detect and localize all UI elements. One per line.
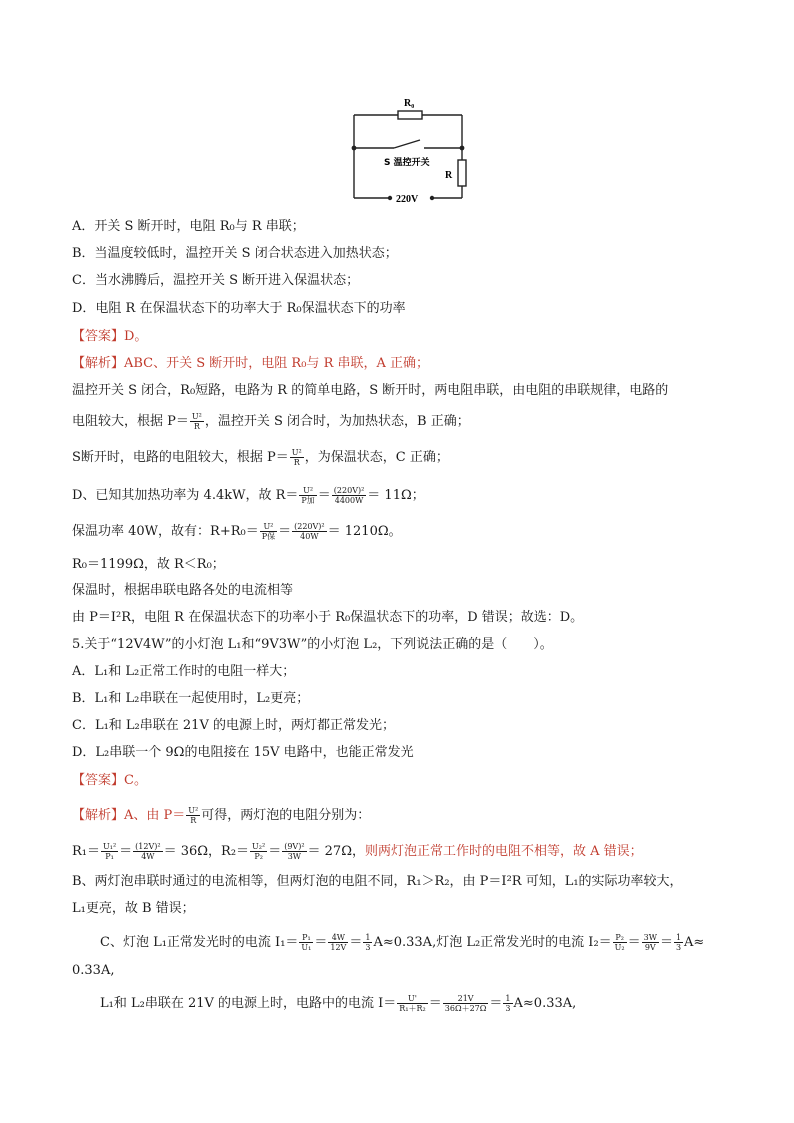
fraction: $\frac{4W}{12V}$: [330, 933, 347, 952]
fraction: $\frac{\text{U²}}{R}$: [291, 448, 302, 467]
q5-option-c: C．L₁和 L₂串联在 21V 的电源上时，两灯都正常发光；: [72, 718, 395, 733]
fraction: $\frac{\text{U₂²}}{\text{P₂}}$: [252, 842, 266, 861]
q4-analysis-line-9: 由 P＝I²R，电阻 R 在保温状态下的功率小于 R₀保温状态下的功率，D 错误；故选：D。: [72, 610, 584, 625]
fraction: $\frac{\text{P₂}}{\text{U₂}}$: [614, 933, 625, 952]
q5-stem: 5.关于“12V4W”的小灯泡 L₁和“9V3W”的小灯泡 L₂，下列说法正确的是（ ）。: [72, 637, 553, 652]
q4-option-d: D．电阻 R 在保温状态下的功率大于 R₀保温状态下的功率: [72, 301, 406, 316]
fraction: $\frac{1}{3}$: [505, 994, 511, 1013]
label-switch: S 温控开关: [384, 158, 430, 168]
q4-analysis-line-3: 电阻较大，根据 P＝ $\frac{\text{U²}}{R}$ ，温控开关 S 闭合时，为加热状态，B 正确；: [72, 412, 470, 431]
q4-analysis-line-1: 【解析】ABC、开关 S 断开时，电阻 R₀与 R 串联，A 正确；: [72, 356, 430, 371]
q4-option-c: C．当水沸腾后，温控开关 S 断开进入保温状态；: [72, 273, 360, 288]
label-r0: R₀: [404, 98, 415, 109]
q4-option-a: A．开关 S 断开时，电阻 R₀与 R 串联；: [72, 219, 305, 234]
q5-option-a: A．L₁和 L₂正常工作时的电阻一样大；: [72, 664, 296, 679]
circuit-diagram: [350, 90, 470, 208]
fraction: $\frac{\text{(12V)²}}{4W}$: [135, 842, 161, 861]
resistor-r: [458, 160, 466, 186]
fraction: $\frac{\text{(220V)²}}{40W}$: [294, 522, 325, 541]
q5-analysis-line-6: 0.33A,: [72, 963, 115, 978]
terminal-right: [430, 196, 434, 200]
fraction: $\frac{\text{U₁²}}{\text{P₁}}$: [103, 842, 117, 861]
q5-option-d: D．L₂串联一个 9Ω的电阻接在 15V 电路中，也能正常发光: [72, 745, 414, 760]
q5-analysis-line-2: R₁＝ $\frac{\text{U₁²}}{\text{P₁}}$ ＝ $\frac{\text{(12V)²}}{4W}$ ＝ 36Ω，R₂＝ $\frac{\text{U₂²}}{\text{P₂}}$ ＝ $\frac{\text{(9V)²}}{3W}$ ＝ 27Ω，则两灯泡正常工作时的电阻不相等，故 A 错误；: [72, 842, 643, 861]
terminal-left: [388, 196, 392, 200]
fraction: $\frac{\text{(220V)²}}{4400W}$: [333, 486, 365, 505]
resistor-r0: [398, 111, 422, 119]
fraction: $\frac{\text{U²}}{R}$: [188, 806, 199, 825]
q4-analysis-line-8: 保温时，根据串联电路各处的电流相等: [72, 583, 294, 598]
fraction: $\frac{\text{U²}}{R}$: [191, 412, 202, 431]
fraction: $\frac{\text{P₁}}{\text{U₁}}$: [301, 933, 312, 952]
junction-right: [460, 146, 465, 151]
q4-analysis-line-5: D、已知其加热功率为 4.4kW，故 R＝ $\frac{\text{U²}}{\text{P加}}$ ＝ $\frac{\text{(220V)²}}{4400W}$ ＝ 11Ω；: [72, 486, 425, 505]
q5-analysis-line-7: L₁和 L₂串联在 21V 的电源上时，电路中的电流 I＝ $\frac{U'}{\text{R₁＋R₂}}$ ＝ $\frac{21V}{36\Omega+27\Omega}$ ＝ $\frac{1}{3}$ A≈0.33A,: [100, 994, 577, 1013]
q5-option-b: B．L₁和 L₂串联在一起使用时，L₂更亮；: [72, 691, 310, 706]
q5-analysis-line-5: C、灯泡 L₁正常发光时的电流 I₁＝ $\frac{\text{P₁}}{\text{U₁}}$ ＝ $\frac{4W}{12V}$ ＝ $\frac{1}{3}$ A≈0.33A,灯泡 L₂正常发光时的电流 I₂＝ $\frac{\text{P₂}}{\text{U₂}}$ ＝ $\frac{3W}{9V}$ ＝ $\frac{1}{3}$ A≈: [100, 933, 705, 952]
fraction: $\frac{\text{U²}}{\text{P加}}$: [301, 486, 315, 505]
fraction: $\frac{1}{3}$: [675, 933, 682, 952]
fraction: $\frac{1}{3}$: [365, 933, 371, 952]
q4-analysis-line-2: 温控开关 S 闭合，R₀短路，电路为 R 的简单电路，S 断开时，两电阻串联，由电阻的串联规律，电路的: [72, 383, 669, 398]
q4-analysis-line-6: 保温功率 40W，故有：R+R₀＝ $\frac{\text{U²}}{\text{P保}}$ ＝ $\frac{\text{(220V)²}}{40W}$ ＝ 1210Ω。: [72, 522, 402, 541]
fraction: $\frac{3W}{9V}$: [643, 933, 657, 952]
q5-analysis-line-4: L₁更亮，故 B 错误；: [72, 901, 195, 916]
q4-analysis-line-4: S断开时，电路的电阻较大，根据 P＝ $\frac{\text{U²}}{R}$ ，为保温状态，C 正确；: [72, 448, 449, 467]
q5-answer: 【答案】C。: [72, 773, 147, 788]
switch-blade: [394, 140, 420, 148]
fraction: $\frac{\text{(9V)²}}{3W}$: [284, 842, 305, 861]
q5-analysis-line-1: 【解析】A、由 P＝ $\frac{\text{U²}}{R}$ 可得，两灯泡的电阻分别为：: [72, 806, 371, 825]
q4-answer: 【答案】D。: [72, 329, 148, 344]
fraction: $\frac{\text{U²}}{\text{P保}}$: [261, 522, 276, 541]
fraction: $\frac{U'}{\text{R₁＋R₂}}$: [399, 994, 426, 1013]
label-voltage: 220V: [396, 194, 419, 205]
junction-left: [352, 146, 357, 151]
label-r: R: [445, 170, 453, 181]
q4-analysis-line-7: R₀＝1199Ω，故 R＜R₀；: [72, 557, 225, 572]
fraction: $\frac{21V}{36\Omega+27\Omega}$: [444, 994, 487, 1013]
q5-analysis-line-3: B、两灯泡串联时通过的电流相等，但两灯泡的电阻不同，R₁＞R₂，由 P＝I²R 可知，L₁的实际功率较大，: [72, 874, 683, 889]
q4-option-b: B．当温度较低时，温控开关 S 闭合状态进入加热状态；: [72, 246, 398, 261]
